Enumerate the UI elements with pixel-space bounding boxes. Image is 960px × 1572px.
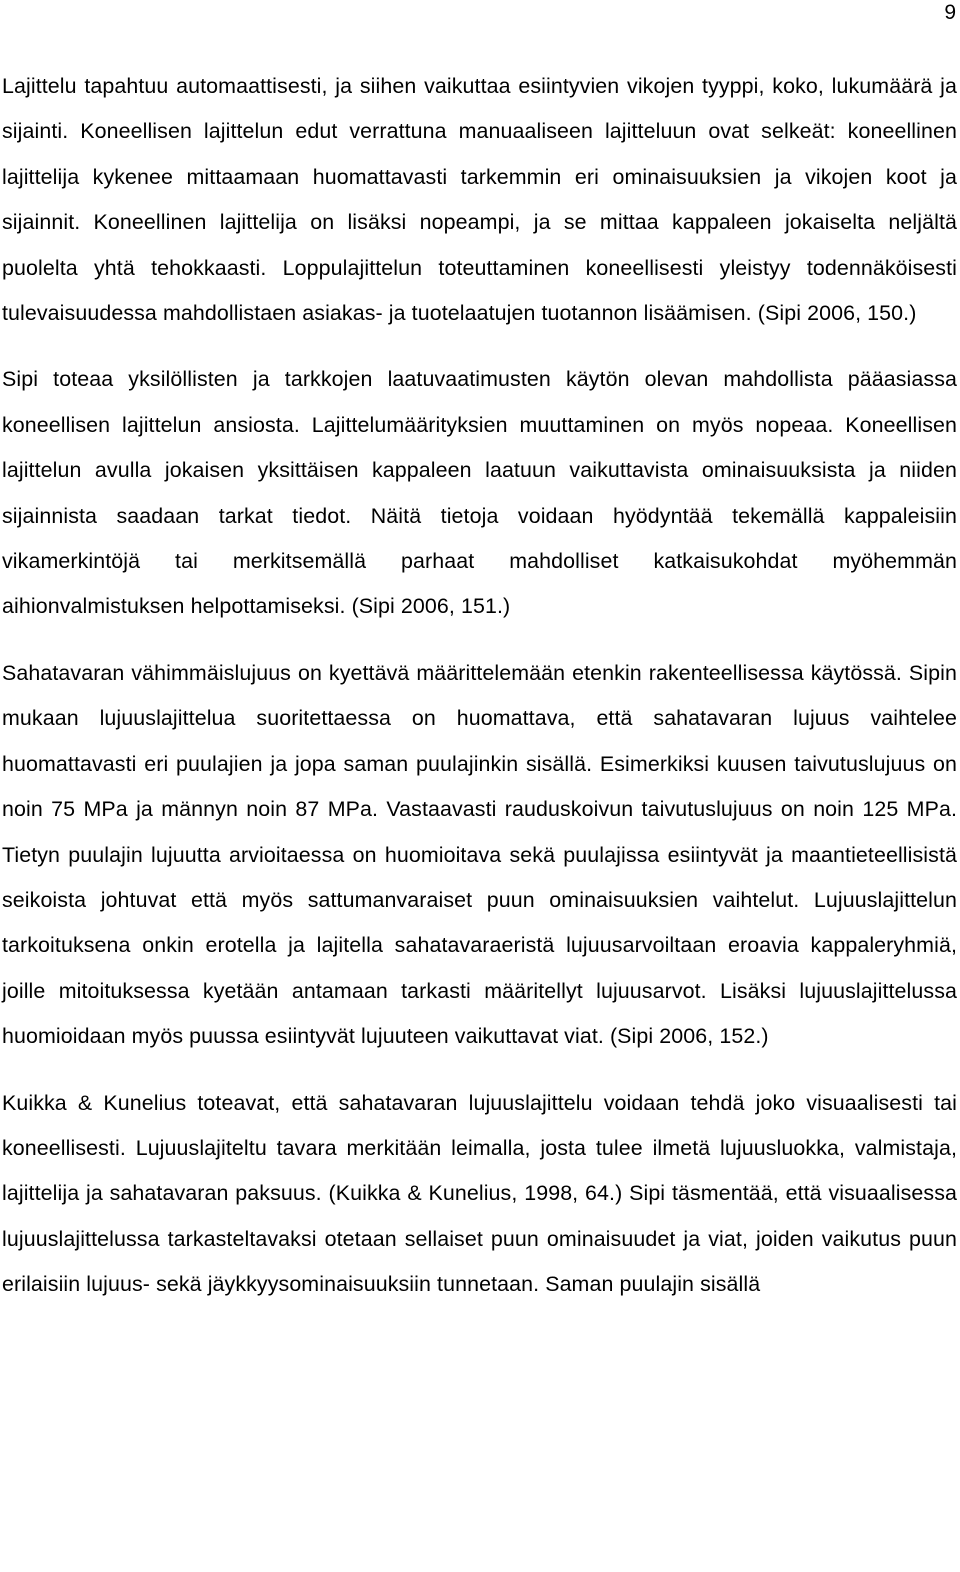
paragraph-strength-grading: Sahatavaran vähimmäislujuus on kyettävä määrittelemään etenkin rakenteellisessa käytössä. Sipin mukaan lujuuslajittelua suoritettaessa on huomattava, että sahatavaran lujuus vaihtelee huomattavasti eri puulajien ja jopa saman puulajinkin sisällä. Esimerkiksi kuusen taivutuslujuus on noin 75 MPa ja männyn noin 87 MPa. Vastaavasti rauduskoivun taivutuslujuus on noin 125 MPa. Tietyn puulajin lujuutta arvioitaessa on huomioitava sekä puulajissa esiintyvät ja maantieteellisistä seikoista johtuvat että myös sattumanvaraiset puun ominaisuuksien vaihtelut. Lujuuslajittelun tarkoituksena onkin erotella ja lajitella sahatavaraeristä lujuusarvoiltaan eroavia kappaleryhmiä, joille mitoituksessa kyetään antamaan tarkasti määritellyt lujuusarvot. Lisäksi lujuuslajittelussa huomioidaan myös puussa esiintyvät lujuuteen vaikuttavat viat. (Sipi 2006, 152.) xyxy=(2,660,957,1049)
page-number: 9 xyxy=(944,1,956,24)
document-body xyxy=(2,64,957,1308)
paragraph-quality-requirements: Sipi toteaa yksilöllisten ja tarkkojen laatuvaatimusten käytön olevan mahdollista pääasiassa koneellisen lajittelun ansiosta. Lajittelumäärityksien muuttaminen on myös nopeaa. Koneellisen lajittelun avulla jokaisen yksittäisen kappaleen laatuun vaikuttavista ominaisuuksista ja niiden sijainnista saadaan tarkat tiedot. Näitä tietoja voidaan hyödyntää tekemällä kappaleisiin vikamerkintöjä tai merkitsemällä parhaat mahdolliset katkaisukohdat myöhemmän aihionvalmistuksen helpottamiseksi. (Sipi 2006, 151.) xyxy=(2,367,957,619)
paragraph-sorting-automation: Lajittelu tapahtuu automaattisesti, ja siihen vaikuttaa esiintyvien vikojen tyyppi, koko, lukumäärä ja sijainti. Koneellisen lajittelun edut verrattuna manuaaliseen lajitteluun ovat selkeät: koneellinen lajittelija kykenee mittaamaan huomattavasti tarkemmin eri ominaisuuksien ja vikojen koot ja sijainnit. Koneellinen lajittelija on lisäksi nopeampi, ja se mittaa kappaleen jokaiselta neljältä puolelta yhtä tehokkaasti. Loppulajittelun toteuttaminen koneellisesti yleistyy todennäköisesti tulevaisuudessa mahdollistaen asiakas- ja tuotelaatujen tuotannon lisäämisen. (Sipi 2006, 150.) xyxy=(2,74,957,326)
paragraph-visual-grading: Kuikka & Kunelius toteavat, että sahatavaran lujuuslajittelu voidaan tehdä joko visuaalisesti tai koneellisesti. Lujuuslajiteltu tavara merkitään leimalla, josta tulee ilmetä lujuusluokka, valmistaja, lajittelija ja sahatavaran paksuus. (Kuikka & Kunelius, 1998, 64.) Sipi täsmentää, että visuaalisessa lujuuslajittelussa tarkasteltavaksi otetaan sellaiset puun ominaisuudet ja viat, joiden vaikutus puun erilaisiin lujuus- sekä jäykkyysominaisuuksiin tunnetaan. Saman puulajin sisällä xyxy=(2,1090,957,1297)
